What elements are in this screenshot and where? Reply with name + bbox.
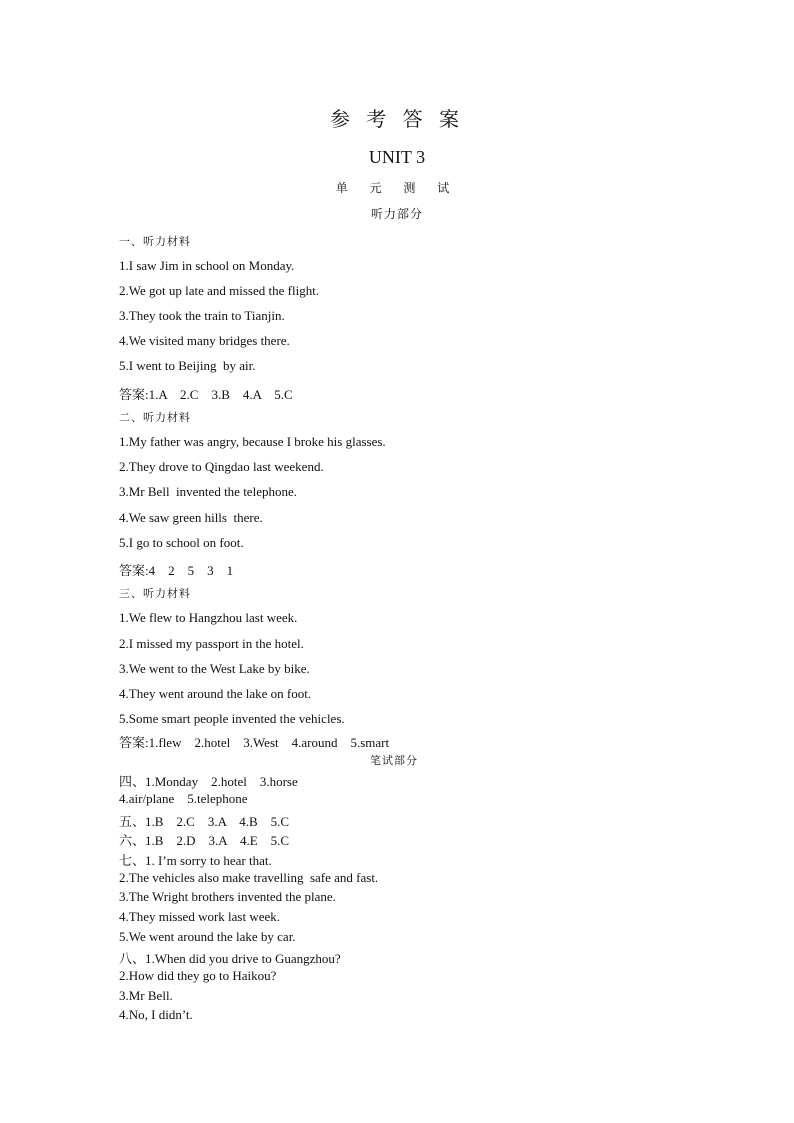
unit-title: UNIT 3 [368,147,426,167]
written-line: 四、1.Monday 2.hotel 3.horse [119,774,298,789]
written-line: 七、1. I’m sorry to hear that. [119,853,272,868]
part1-heading: 一、听力材料 [119,235,191,248]
part1-line: 5.I went to Beijing by air. [119,358,256,373]
written-section-heading: 笔试部分 [370,754,418,767]
part3-line: 1.We flew to Hangzhou last week. [119,610,298,625]
part1-line: 1.I saw Jim in school on Monday. [119,258,295,273]
subtitle: 单 元 测 试 [335,181,459,195]
written-line: 5.We went around the lake by car. [119,929,296,944]
part3-line: 2.I missed my passport in the hotel. [119,636,304,651]
written-line: 八、1.When did you drive to Guangzhou? [119,951,341,966]
part2-line: 1.My father was angry, because I broke his glasses. [119,434,386,449]
part2-line: 2.They drove to Qingdao last weekend. [119,459,324,474]
written-line: 4.No, I didn’t. [119,1007,193,1022]
part2-line: 3.Mr Bell invented the telephone. [119,484,297,499]
part2-line: 5.I go to school on foot. [119,535,244,550]
written-line: 六、1.B 2.D 3.A 4.E 5.C [119,833,290,848]
written-line: 4.air/plane 5.telephone [119,791,248,806]
written-line: 2.How did they go to Haikou? [119,968,277,983]
part1-answer: 答案:1.A 2.C 3.B 4.A 5.C [119,387,293,402]
part3-line: 4.They went around the lake on foot. [119,686,312,701]
written-line: 3.Mr Bell. [119,988,173,1003]
part2-answer: 答案:4 2 5 3 1 [119,563,234,578]
written-line: 2.The vehicles also make travelling safe and fast. [119,870,379,885]
part3-line: 3.We went to the West Lake by bike. [119,661,310,676]
part1-line: 3.They took the train to Tianjin. [119,308,285,323]
part3-heading: 三、听力材料 [119,587,191,600]
written-line: 3.The Wright brothers invented the plane. [119,889,336,904]
page-title: 参 考 答 案 [329,107,465,131]
written-line: 五、1.B 2.C 3.A 4.B 5.C [119,814,290,829]
part2-heading: 二、听力材料 [119,411,191,424]
part1-line: 4.We visited many bridges there. [119,333,290,348]
part2-line: 4.We saw green hills there. [119,510,263,525]
written-line: 4.They missed work last week. [119,909,281,924]
part3-answer: 答案:1.flew 2.hotel 3.West 4.around 5.smart [119,735,390,750]
listening-section-heading: 听力部分 [370,207,423,221]
part1-line: 2.We got up late and missed the flight. [119,283,320,298]
part3-line: 5.Some smart people invented the vehicles. [119,711,345,726]
